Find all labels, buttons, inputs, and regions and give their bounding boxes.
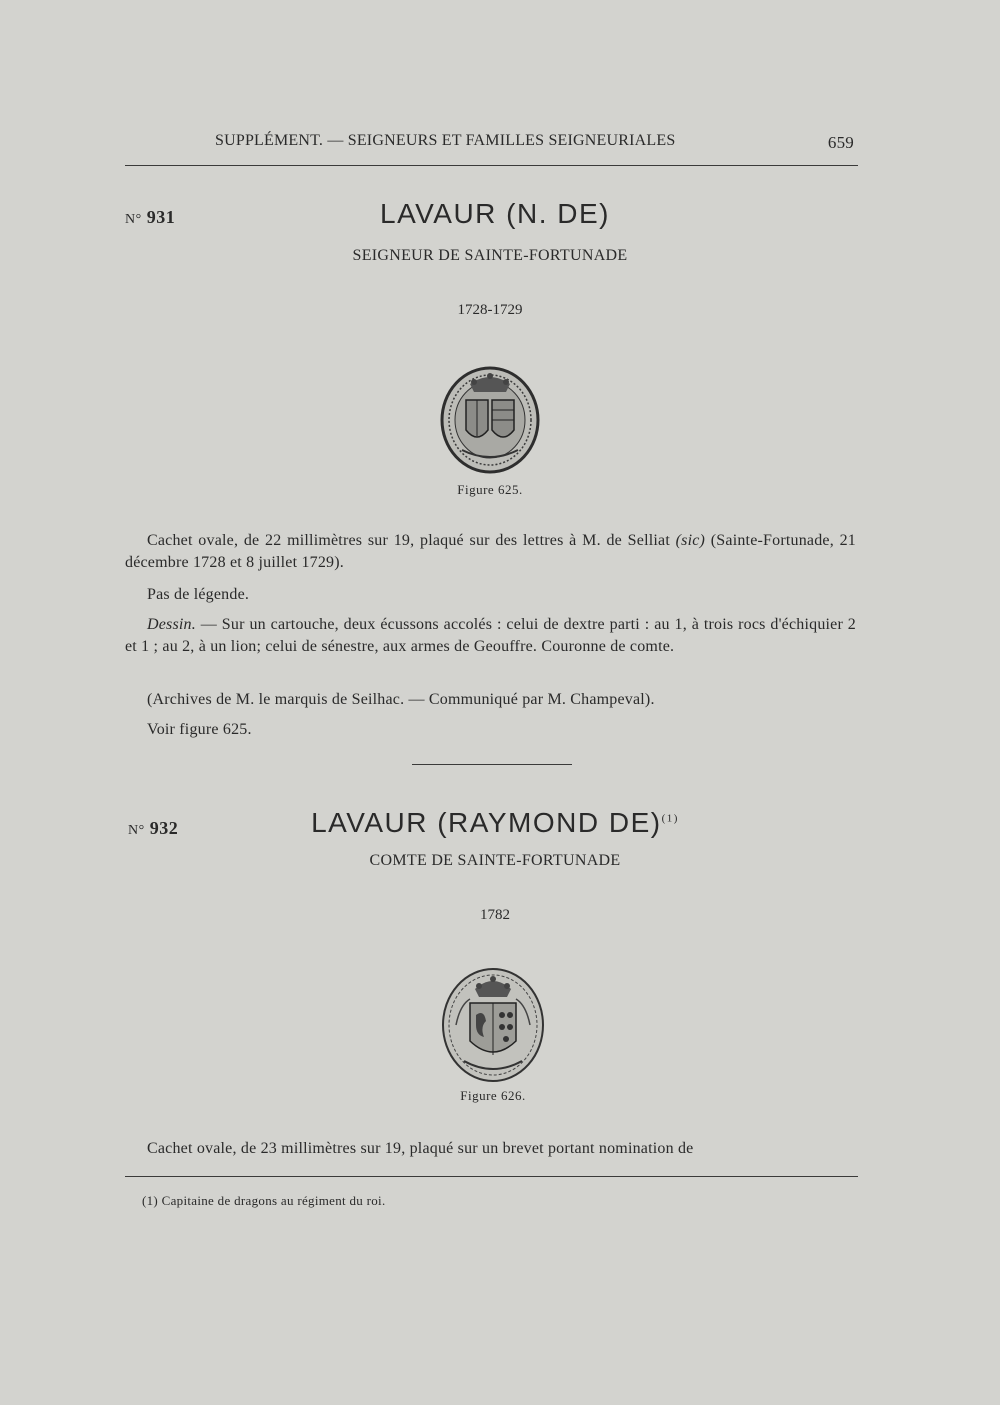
para-text: (Archives de M. le marquis de Seilhac. — Communiqué par M. Champeval).: [147, 691, 655, 708]
figure-caption-625: Figure 625.: [457, 482, 523, 497]
section-separator: [412, 764, 572, 765]
para-text: — Sur un cartouche, deux écussons accolés : celui de dextre parti : au 1, à trois rocs d'échiquier 2 et 1 ; au 2, à un lion; celui de sénestre, aux armes de Geouffre. Couronne de comte.: [125, 616, 857, 655]
entry-number-931: [125, 207, 175, 228]
paragraph-legend: [125, 584, 856, 606]
para-text: Cachet ovale, de 22 millimètres sur 19, plaqué sur des lettres à M. de Selliat: [147, 532, 670, 549]
paragraph-drawing: [125, 614, 856, 658]
header-rule: [125, 165, 858, 166]
para-text-continued: (Sainte-Fortunade, 21 décembre 1728 et 8 juillet 1729).: [125, 532, 856, 571]
page-number: 659: [827, 133, 854, 152]
figure-caption-626: Figure 626.: [460, 1088, 526, 1103]
entry-number-value: 931: [146, 207, 176, 227]
entry-number-prefix: N°: [125, 212, 142, 227]
para-text: Cachet ovale, de 23 millimètres sur 19, plaqué sur un brevet portant nomination de: [147, 1140, 694, 1157]
entry-title-text: LAVAUR (RAYMOND DE): [311, 807, 662, 838]
paragraph-archives: [125, 689, 856, 711]
running-head: [125, 132, 860, 156]
entry-number-value: 932: [149, 818, 179, 838]
paragraph-seal-description-932: [125, 1138, 856, 1160]
paragraph-seal-description: [125, 530, 856, 574]
footnote-rule: [125, 1176, 858, 1177]
entry-title-text: LAVAUR (N. DE): [380, 198, 610, 229]
entry-subtitle-932: COMTE DE SAINTE-FORTUNADE: [369, 852, 621, 869]
entry-number-prefix: N°: [128, 823, 145, 838]
para-label: Dessin.: [147, 616, 196, 633]
para-sic: (sic): [675, 532, 706, 549]
footnote-mark: (1): [661, 812, 679, 825]
footnote: (1) Capitaine de dragons au régiment du roi.: [142, 1193, 386, 1208]
entry-dates-932: 1782: [480, 907, 510, 923]
entry-dates-931: 1728-1729: [457, 302, 523, 318]
seal-icon: [440, 965, 546, 1085]
entry-number-932: [128, 818, 178, 839]
entry-title-932: [270, 807, 720, 839]
entry-title-931: [300, 198, 690, 230]
entry-subtitle-931: SEIGNEUR DE SAINTE-FORTUNADE: [352, 247, 628, 264]
seal-figure-626: [440, 965, 546, 1085]
para-text: Pas de légende.: [147, 586, 250, 603]
paragraph-see-figure: [125, 719, 856, 741]
seal-icon: [440, 360, 540, 475]
para-text: Voir figure 625.: [147, 721, 252, 738]
running-head-title: SUPPLÉMENT. — SEIGNEURS ET FAMILLES SEIGNEURIALES: [215, 132, 676, 149]
seal-figure-625: [440, 360, 540, 475]
